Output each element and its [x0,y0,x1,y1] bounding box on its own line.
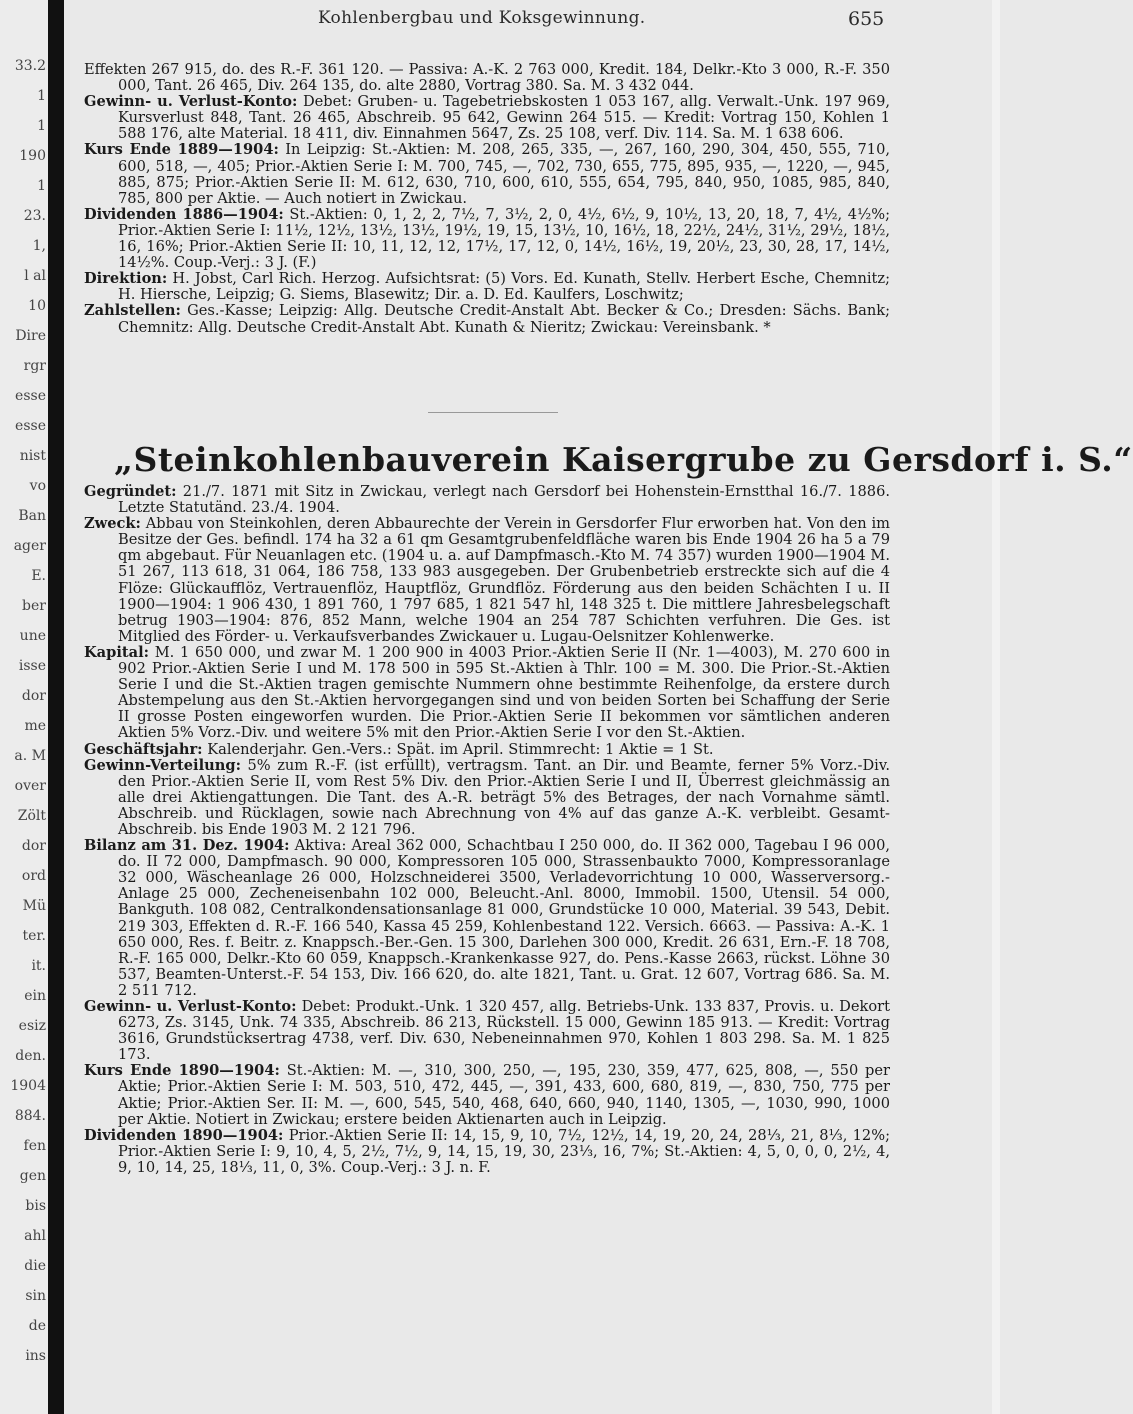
paragraph-kurs [84,1063,890,1127]
margin-fragment: 1, [32,238,46,254]
margin-fragment: ter. [22,928,46,944]
section-label: Zweck: [84,515,141,533]
margin-fragment: bis [25,1198,46,1214]
margin-fragment: 1 [37,178,46,194]
margin-fragment: 33.2 [14,58,46,74]
margin-fragment: vo [29,478,46,494]
left-page-edge [0,0,48,1414]
margin-fragment: ahl [24,1228,46,1244]
margin-fragment: esse [15,388,46,404]
margin-fragment: over [14,778,46,794]
margin-fragment: esse [15,418,46,434]
paragraph-text: Effekten 267 915, do. des R.-F. 361 120. — Passiva: A.-K. 2 763 000, Kredit. 184, Delkr.-Kto 3 000, R.-F. 350 000, Tant. 26 465, Div. 264 135, do. alte 2880, Vortrag 380. Sa. M. 3 432 044. [84,61,890,95]
paragraph-geschaeftsjahr [84,742,890,758]
paragraph-text: In Leipzig: St.-Aktien: M. 208, 265, 335, —, 267, 160, 290, 304, 450, 555, 710, 600, 518, —, 405; Prior.-Aktien Serie I: M. 700, 745, —, 702, 730, 655, 775, 895, 935, —, 1220, —, 945, 885, 875; Prior.-Aktien Serie II: M. 612, 630, 710, 600, 610, 555, 654, 795, 840, 950, 1085, 985, 840, 785, 800 per Aktie. — Auch notiert in Zwickau. [118,141,891,207]
paragraph-text: St.-Aktien: 0, 1, 2, 2, 7½, 7, 3½, 2, 0, 4½, 6½, 9, 10½, 13, 20, 18, 7, 4½, 4½%; Prior.-Aktien Serie I: 11½, 12½, 13½, 13½, 19½, 19, 15, 13½, 10, 16½, 18, 22½, 24½, 31½, 29½, 18½, 16, 16%; Prior.-Aktien Serie II: 10, 11, 12, 12, 17½, 17, 12, 0, 14½, 16½, 19, 20½, 23, 30, 28, 17, 14½, 14½%. Coup.-Verj.: 3 J. (F.) [118,205,891,272]
margin-fragment: 1904 [10,1078,46,1094]
section-label: Zahlstellen: [84,302,181,320]
margin-fragment: die [24,1258,46,1274]
margin-fragment: ins [25,1348,46,1364]
margin-fragment: ord [21,868,46,884]
margin-fragment: dor [21,838,46,854]
section-label: Bilanz am 31. Dez. 1904: [84,837,290,855]
paragraph-text: Prior.-Aktien Serie II: 14, 15, 9, 10, 7½, 12½, 14, 19, 20, 24, 28⅓, 21, 8⅓, 12%; Prior.-Aktien Serie I: 9, 10, 4, 5, 2½, 7½, 9, 14, 15, 19, 30, 23⅓, 16, 7%; St.-Aktien: 4, 5, 0, 0, 0, 2½, 4, 9, 10, 14, 25, 18⅓, 11, 0, 3%. Coup.-Verj.: 3 J. n. F. [118,1126,891,1176]
running-title: Kohlenbergbau und Koksgewinnung. [318,8,646,28]
paragraph-gewinn-verlust [84,999,890,1063]
margin-fragment: E. [31,568,46,584]
margin-fragment: isse [18,658,46,674]
paragraph-dividenden [84,207,890,271]
section-label: Dividenden 1890—1904: [84,1126,284,1144]
section-label: Gegründet: [84,483,177,500]
margin-fragment: rgr [23,358,46,374]
margin-fragment: fen [23,1138,46,1154]
margin-fragment: 1 [37,88,46,104]
paragraph-text: Debet: Gruben- u. Tagebetriebskosten 1 053 167, allg. Verwalt.-Unk. 197 969, Kursverlust 848, Tant. 26 465, Abschreib. 95 642, Gewinn 264 515. — Kredit: Vortrag 150, Kohlen 1 588 176, alte Material. 18 411, div. Einnahmen 5647, Zs. 25 108, verf. Div. 114. Sa. M. 1 638 606. [118,93,891,143]
margin-fragment: 10 [28,298,46,314]
margin-fragment: ein [24,988,46,1004]
margin-fragment: dor [21,688,46,704]
page-number: 655 [848,8,885,30]
paragraph-dividenden [84,1128,890,1176]
section-label: Gewinn-Verteilung: [84,756,241,774]
paragraph-zahlstellen [84,303,890,335]
paragraph-kapital [84,645,890,742]
margin-fragment: nist [19,448,46,464]
margin-fragment: 190 [19,148,46,164]
company-title: „Steinkohlenbauverein Kaisergrube zu Gersdorf i. S.“ [114,440,1133,479]
margin-fragment: den. [15,1048,46,1064]
margin-fragment: esiz [18,1018,46,1034]
paragraph-text: Kalenderjahr. Gen.-Vers.: Spät. im April. Stimmrecht: 1 Aktie = 1 St. [207,740,714,758]
paragraph-text: 5% zum R.-F. (ist erfüllt), vertragsm. Tant. an Dir. und Beamte, ferner 5% Vorz.-Div. den Prior.-Aktien Serie II, vom Rest 5% Div. den Prior.-Aktien Serie I und II, Überrest gleichmässig an alle drei Aktiengattungen. Die Tant. des A.-R. beträgt 5% des Betrages, der nach Vornahme sämtl. Abschreib. und Rücklagen, sowie nach Abrechnung von 4% auf das ganze A.-K. verbleibt. Gesamt-Abschreib. bis Ende 1903 M. 2 121 796. [118,756,890,838]
previous-entry [84,62,890,336]
margin-fragment: a. M [14,748,46,764]
margin-fragment: Ban [18,508,46,524]
margin-fragment: gen [19,1168,46,1184]
margin-fragment: Dire [15,328,46,344]
section-label: Kapital: [84,643,150,661]
right-page-edge [992,0,1000,1414]
paragraph-gewinn-verlust [84,94,890,142]
section-label: Geschäftsjahr: [84,740,203,758]
paragraph-gewinn-verteilung [84,758,890,838]
margin-fragment: Mü [22,898,46,914]
margin-fragment: de [28,1318,46,1334]
margin-fragment: 23. [23,208,46,224]
margin-fragment: ager [13,538,46,554]
paragraph-text: 21./7. 1871 mit Sitz in Zwickau, verlegt nach Gersdorf bei Hohenstein-Ernstthal 16./7. 1886. Letzte Statutänd. 23./4. 1904. [118,483,891,517]
margin-fragment: ber [22,598,46,614]
section-label: Gewinn- u. Verlust-Konto: [84,93,298,111]
paragraph-bilanz [84,838,890,999]
paragraph-zweck [84,516,890,645]
paragraph-effekten [84,62,890,94]
section-label: Gewinn- u. Verlust-Konto: [84,998,297,1015]
book-spine-shadow [48,0,64,1414]
paragraph-text: Abbau von Steinkohlen, deren Abbaurechte der Verein in Gersdorfer Flur erworben hat. Von den im Besitze der Ges. befindl. 174 ha 32 a 61 qm Gesamtgrubenfeldfläche waren bis Ende 1904 26 ha 5 a 79 qm abgebaut. Für Neuanlagen etc. (1904 u. a. auf Dampfmasch.-Kto M. 74 357) wurden 1900—1904 M. 51 267, 113 618, 31 064, 186 758, 133 983 ausgegeben. Der Grubenbetrieb erstreckte sich auf die 4 Flöze: Glückaufflöz, Vertrauenflöz, Hauptflöz, Grundflöz. Förderung aus den beiden Schächten I u. II 1900—1904: 1 906 430, 1 891 760, 1 797 685, 1 821 547 hl, 148 325 t. Die mittlere Jahresbelegschaft betrug 1903—1904: 876, 852 Mann, welche 1904 an 254 787 Schichten verfuhren. Die Ges. ist Mitglied des Förder- u. Verkaufsverbandes Zwickauer u. Lugau-Oelsnitzer Kohlenwerke. [118,515,891,645]
paragraph-text: St.-Aktien: M. —, 310, 300, 250, —, 195, 230, 359, 477, 625, 808, —, 550 per Aktie; Prior.-Aktien Serie I: M. 503, 510, 472, 445, —, 391, 433, 600, 680, 819, —, 830, 750, 775 per Aktie; Prior.-Aktien Ser. II: M. —, 600, 545, 540, 468, 640, 660, 940, 1140, 1305, —, 1030, 990, 1000 per Aktie. Notiert in Zwickau; erstere beiden Aktienarten auch in Leipzig. [118,1062,891,1128]
section-divider [428,412,558,413]
margin-fragment: une [19,628,46,644]
margin-fragment: Zölt [17,808,46,824]
paragraph-direktion [84,271,890,303]
paragraph-text: Aktiva: Areal 362 000, Schachtbau I 250 000, do. II 362 000, Tagebau I 96 000, do. II 72 000, Dampfmasch. 90 000, Kompressoren 105 000, Strassenbaukto 7000, Kompressoranlage 32 000, Wäscheanlage 26 000, Holzschneiderei 3500, Verladevorrichtung 10 000, Wasserversorg.-Anlage 25 000, Zecheneisenbahn 102 000, Beleucht.-Anl. 8000, Immobil. 1500, Utensil. 54 000, Bankguth. 108 082, Centralkondensationsanlage 81 000, Grundstücke 10 000, Material. 39 543, Debit. 219 303, Effekten d. R.-F. 166 540, Kassa 45 259, Kohlenbestand 122. Versich. 6663. — Passiva: A.-K. 1 650 000, Res. f. Beitr. z. Knappsch.-Ber.-Gen. 15 300, Darlehen 300 000, Kredit. 26 631, Ern.-F. 18 708, R.-F. 165 000, Delkr.-Kto 60 059, Knappsch.-Krankenkasse 927, do. Pens.-Kasse 2663, rückst. Löhne 30 537, Beamten-Unterst.-F. 54 153, Div. 166 620, do. alte 1821, Tant. u. Grat. 12 607, Vortrag 686. Sa. M. 2 511 712. [118,837,891,999]
margin-fragment: it. [31,958,46,974]
paragraph-gegruendet [84,484,890,516]
paragraph-text: Ges.-Kasse; Leipzig: Allg. Deutsche Credit-Anstalt Abt. Becker & Co.; Dresden: Sächs. Bank; Chemnitz: Allg. Deutsche Credit-Anstalt Abt. Kunath & Nieritz; Zwickau: Vereinsbank. * [118,302,890,336]
paragraph-text: Debet: Produkt.-Unk. 1 320 457, allg. Betriebs-Unk. 133 837, Provis. u. Dekort 6273, Zs. 3145, Unk. 74 335, Abschreib. 86 213, Rückstell. 15 000, Gewinn 185 913. — Kredit: Vortrag 3616, Grundstücksertrag 4738, verf. Div. 630, Nebeneinnahmen 970, Kohlen 1 803 298. Sa. M. 1 825 173. [118,998,890,1064]
margin-fragment: 1 [37,118,46,134]
paragraph-kurs [84,142,890,206]
company-entry [84,484,890,1176]
section-label: Kurs Ende 1889—1904: [84,141,279,159]
section-label: Kurs Ende 1890—1904: [84,1062,280,1080]
margin-fragment: me [24,718,46,734]
section-label: Dividenden 1886—1904: [84,205,284,223]
paragraph-text: H. Jobst, Carl Rich. Herzog. Aufsichtsrat: (5) Vors. Ed. Kunath, Stellv. Herbert Esche, Chemnitz; H. Hiersche, Leipzig; G. Siems, Blasewitz; Dir. a. D. Ed. Kaulfers, Loschwitz; [118,270,890,304]
section-label: Direktion: [84,270,168,288]
margin-fragment: l al [24,268,46,284]
paragraph-text: M. 1 650 000, und zwar M. 1 200 900 in 4003 Prior.-Aktien Serie II (Nr. 1—4003), M. 270 600 in 902 Prior.-Aktien Serie I und M. 178 500 in 595 St.-Aktien à Thlr. 100 = M. 300. Die Prior.-St.-Aktien Serie I und die St.-Aktien tragen gemischte Nummern ohne bestimmte Reihenfolge, da erstere durch Abstempelung aus den St.-Aktien hervorgegangen sind und von beiden Sorten bei Schaffung der Serie II grosse Posten eingeworfen wurden. Die Prior.-Aktien Serie II bekommen vor sämtlichen anderen Aktien 5% Vorz.-Div. und weitere 5% mit den Prior.-Aktien Serie I vor den St.-Aktien. [118,643,891,742]
margin-fragment: sin [25,1288,46,1304]
margin-fragment: 884. [14,1108,46,1124]
